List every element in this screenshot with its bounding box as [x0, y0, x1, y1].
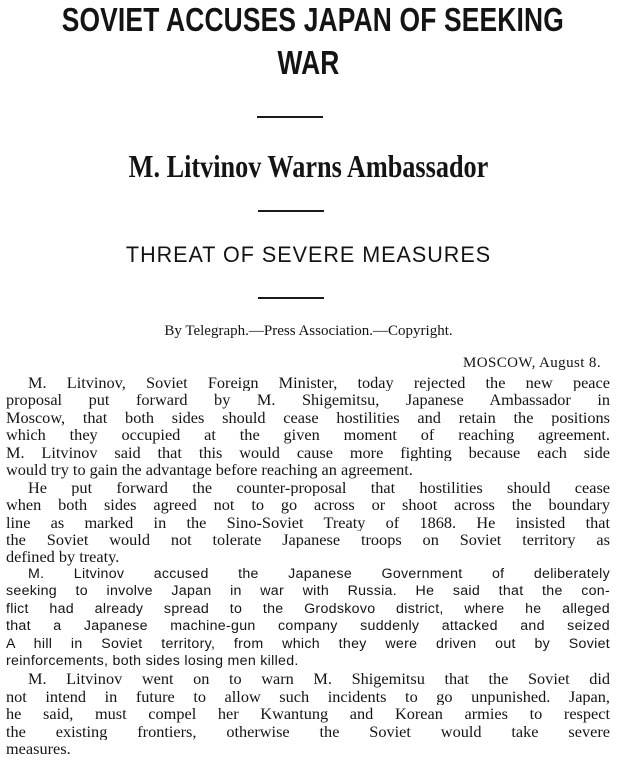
text-line: the existing frontiers, otherwise the Soviet would take severe	[6, 722, 610, 741]
divider-rule	[257, 116, 323, 118]
text-line: would try to gain the advantage before reaching an agreement.	[6, 461, 413, 479]
text-line: seeking to involve Japan in war with Russia. He said that the con-	[6, 583, 610, 600]
text-line: proposal put forward by M. Shigemitsu, Japanese Ambassador in	[6, 391, 610, 409]
paragraph-3	[6, 566, 610, 671]
text-line: reinforcements, both sides losing men killed.	[6, 653, 299, 669]
headline-line-2: WAR	[277, 44, 340, 81]
text-line: Moscow, that both sides should cease hostilities and retain the positions	[6, 408, 610, 427]
text-line: flict had already spread to the Grodskovo district, where he alleged	[6, 600, 610, 617]
text-line: which they occupied at the given moment of reaching agreement.	[6, 426, 610, 444]
text-line: he said, must compel her Kwantung and Korean armies to respect	[6, 705, 610, 723]
text-line: He put forward the counter-proposal that hostilities should cease	[28, 478, 610, 497]
divider-rule	[258, 297, 324, 299]
text-line: defined by treaty.	[6, 548, 120, 566]
subheadline: M. Litvinov Warns Ambassador	[128, 148, 489, 184]
text-line: that a Japanese machine-gun company suddenly attacked and seized	[6, 618, 610, 635]
text-line: line as marked in the Sino-Soviet Treaty of 1868. He insisted that	[6, 513, 610, 531]
text-line: measures.	[6, 740, 71, 758]
paragraph-4	[6, 670, 610, 757]
text-line: M. Litvinov, Soviet Foreign Minister, today rejected the new peace	[28, 374, 610, 392]
press-credit: By Telegraph.—Press Association.—Copyright.	[164, 323, 453, 339]
text-line: M. Litvinov said that this would cause more fighting because each side	[6, 443, 610, 462]
text-line: M. Litvinov accused the Japanese Government of deliberately	[28, 565, 610, 582]
text-line: A hill in Soviet territory, from which they were driven out by Soviet	[6, 635, 610, 652]
paragraph-1	[6, 374, 610, 479]
text-line: when both sides agreed not to go across or shoot across the boundary	[6, 496, 610, 514]
text-line: not intend in future to allow such incidents to go unpunished. Japan,	[6, 687, 610, 706]
article-body	[6, 374, 610, 758]
text-line: the Soviet would not tolerate Japanese troops on Soviet territory as	[6, 530, 610, 549]
paragraph-2	[6, 479, 610, 566]
divider-rule	[258, 210, 324, 212]
headline-line-1: SOVIET ACCUSES JAPAN OF SEEKING	[61, 1, 564, 38]
deck-headline: THREAT OF SEVERE MEASURES	[125, 242, 492, 267]
text-line: M. Litvinov went on to warn M. Shigemitsu that the Soviet did	[28, 670, 610, 688]
dateline: MOSCOW, August 8.	[463, 355, 601, 371]
